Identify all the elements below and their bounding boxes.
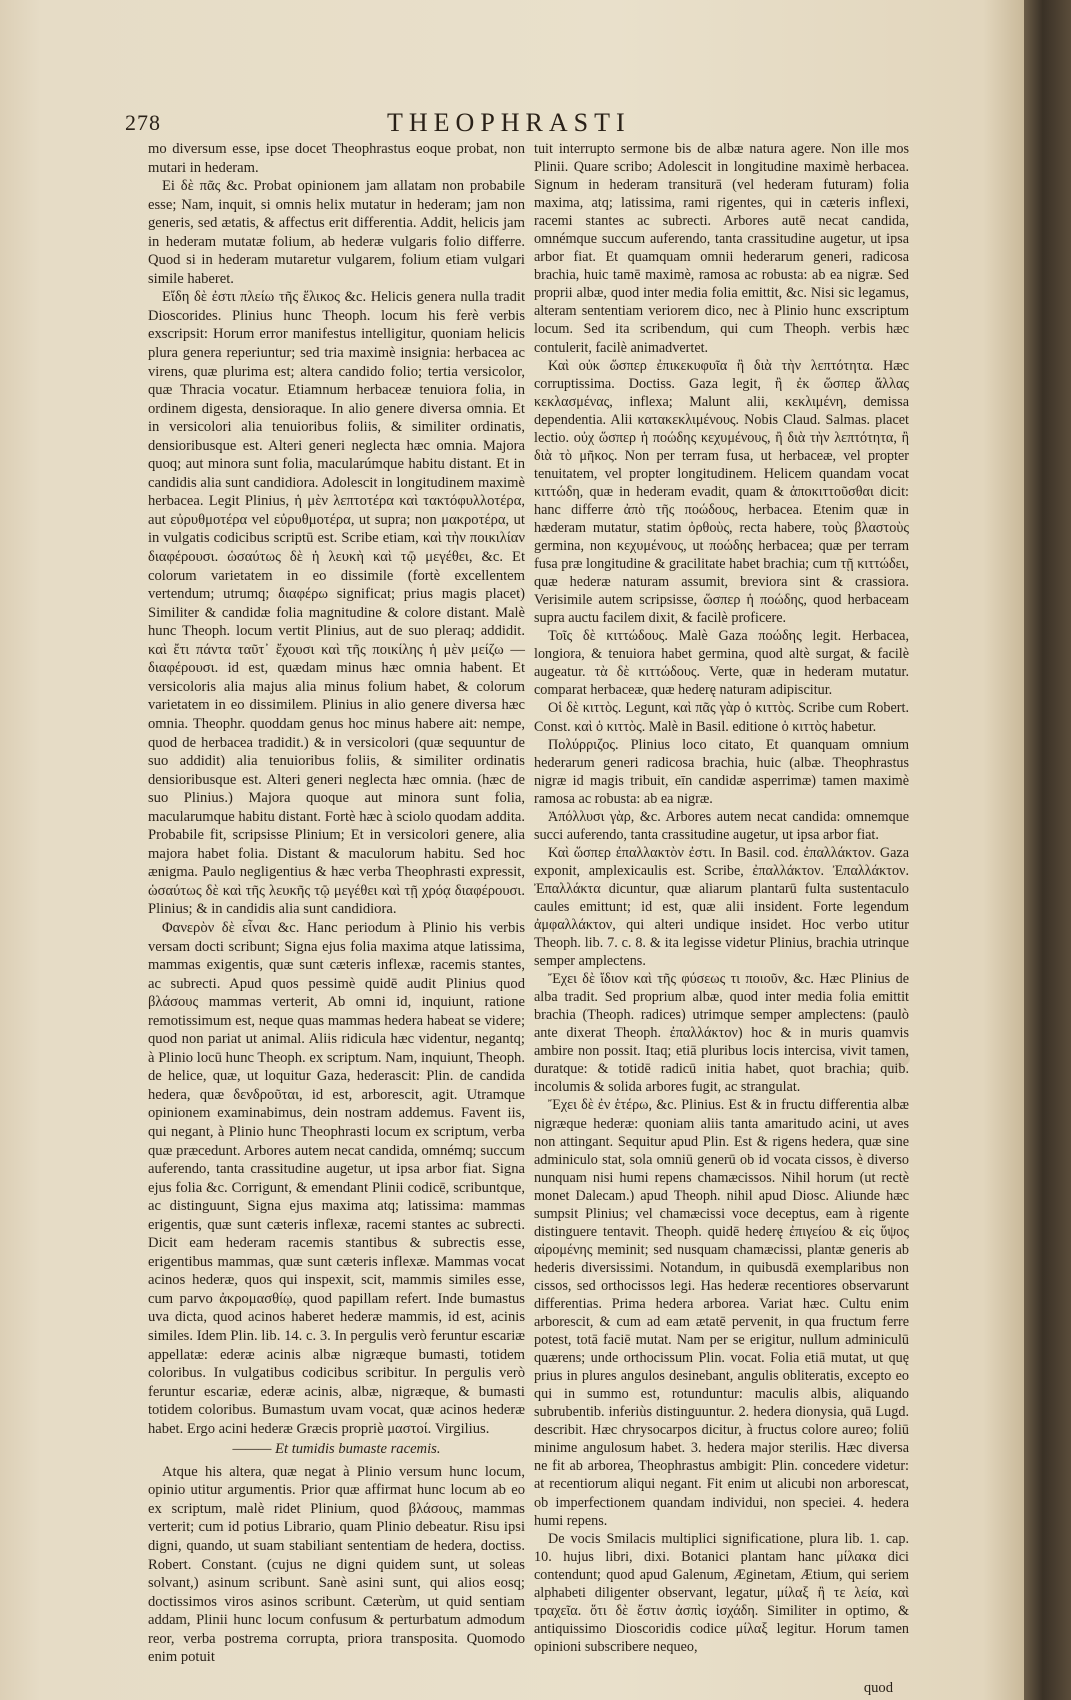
paragraph: mo diversum esse, ipse docet Theophrastus eoque probat, non mutari in hederam. [148,141,525,176]
catchword: quod [863,1680,893,1696]
paragraph: Ἔχει δὲ ἴδιον καὶ τῆς φύσεως τι ποιοῦν, &c. Hæc Plinius de alba tradit. Sed proprium albæ, quod inter media folia emittit brachia (Theoph. radices) utrimque semper amplectens: (paulò ante dixerat Theoph. ἐπαλλάκτον) hoc & in muris quamvis ambire non possit. Itaq; etiā pluribus locis intercisa, vivit tamen, duratque: & totidē radicū initia habet, quot brachia; quib. incolumis & solida arbores fugit, ac strangulat. [534,971,909,1096]
paragraph: Ἀπόλλυσι γὰρ, &c. Arbores autem necat candida: omnemque succi auferendo, tanta crassitudine augetur, ut ipsa arbor fiat. [534,808,909,843]
paragraph: Φανερὸν δὲ εἶναι &c. Hanc periodum à Plinio his verbis versam docti scribunt; Signa ejus folia maxima atque latissima, mammas exigentis, quæ sunt cæteris inflexæ, racemis stantes, ac subrecti. Apud quos pessimè quidē audit Plinius quod βλάσους mammas verterit, Ab omni id, inquiunt, ratione remotissimum est, neque quas mammas hedera habeat se videre; quod non pariat ut animal. Aliis ridicula hæc videntur, negantq; à Plinio locū hunc Theoph. ex scriptum. Nam, inquiunt, Theoph. de helice, quæ, ut loquitur Gaza, hederascit: Plin. de candida hedera, quæ δενδροῦται, id est, arborescit, agit. Utramque opinionem examinabimus, dein nostram addemus. Favent iis, qui negant, à Plinio hunc Theophrasti locum ex scriptum, verba quæ præcedunt. Arbores autem necat candida, omnémq; succum auferendo, tanta crassitudine augetur, ut ipsa arbor fiat. Signa ejus folia &c. Corrigunt, & emendant Plinii codicē, scribuntque, ac distinguunt, Signa ejus maxima atq; latissima: mammas erigentis, quæ sunt cæteris inflexæ, racemi stantes ac subrecti. Dicit eam hederam racemis stantibus & subrectis esse, erigentibus mammas, quæ sunt cæteris inflexæ. Mammas vocat acinos hederæ, quos qui inspexit, scit, mammis similes esse, cum parvo ἀκρομασθίῳ, quod papillam refert. Inde bumastus uva dicta, quod acinos haberet hederæ mammis, id est, acinis similes. Idem Plin. lib. 14. c. 3. In pergulis verò feruntur escariæ appellatæ: ederæ acinis albæ nigræque bumasti, totidem coloribus. In vulgatibus codicibus scribitur. In pergulis verò feruntur escariæ, ederæ acinis, albæ, nigræque, & bumasti totidem coloribus. Bumastum uvam vocat, quæ acinos hederæ habet. Ergo acini hederæ Græcis propriè μαστοί. Virgilius. [148,919,525,1437]
paragraph: tuit interrupto sermone bis de albæ natura agere. Non ille mos Plinii. Quare scribo; Adolescit in longitudine maximè herbacea. Signum in hederam transiturā (vel hederam futuram) folia maxima, atq; latissima, rami rigentes, qui in cæteris inflexi, racemi stantes ac subrecti. Arbores autē necat candida, omnémque succum auferendo, tanta crassitudine augetur, ut ipsa arbor fiat. Et quamquam omnii hederarum generi, radicosa brachia, huic tamē maximè, ramosa ac robusta: ab ea nigræ. Sed proprii albæ, quod inter media folia emittit, &c. Nisi sic legamus, alteram sententiam veriorem dico, nec à Plinio hunc exscriptum locum. Sed ita scribendum, qui cum Theoph. verbis hæc contulerit, facilè animadvertet. [534,141,909,356]
paragraph: Καὶ ὥσπερ ἐπαλλακτὸν ἐστι. In Basil. cod. ἐπαλλάκτον. Gaza exponit, amplexicaulis est. Scribe, ἐπαλλάκτον. Ἐπαλλάκτον. Ἐπαλλάκτα dicuntur, quæ aliarum plantarū fulta sustentaculo caules emittunt; id est, quæ alii insident. Forte legendum ἀμφαλλάκτον, qui alteri undique insidet. Hoc verbo utitur Theoph. lib. 7. c. 8. & ita legisse videtur Plinius, brachia utrinque semper amplectens. [534,844,909,970]
paragraph: Καὶ οὐκ ὥσπερ ἐπικεκυφυῖα ἢ διὰ τὴν λεπτότητα. Hæc corruptissima. Doctiss. Gaza legit, ἢ ἐκ ὥσπερ ἄλλας κεκλασμένας, inflexa; Malunt alii, κεκλιμένη, demissa dependentia. Alii κατακεκλιμένους. Nobis Claud. Salmas. placet lectio. οὐχ ὥσπερ ἡ ποώδης κεχυμένους, ἢ διὰ τὴν λεπτότητα, ἢ διὰ τὸ μῆκος. Non per terram fusa, ut herbaceæ, vel propter tenuitatem, vel propter longitudinem. Helicem quandam vocat κιττώδη, quæ in hederam evadit, quam & ἀποκιττοῦσθαι dicit: hanc differre ἀπὸ τῆς ποώδους, herbacea. Etenim quæ in hæderam mutatur, statim ὀρθοὺς, recta habere, τοὺς βλαστοὺς germina, non κεχυμένους, ut ποώδης herbacea; quæ per terram fusa præ longitudine & gracilitate habet brachia; cum τῇ κιττώδει, quæ hederæ naturam assumit, breviora sint & crassiora. Verisimile autem scripsisse, ὥσπερ ἡ ποώδης, quod herbaceam supra auctu facilem dixit, & facilè proficere. [534,357,909,627]
paragraph: Εἴδη δὲ ἐστι πλείω τῆς ἕλικος &c. Helicis genera nulla tradit Dioscorides. Plinius hunc Theoph. locum his ferè verbis exscripsit: Horum error manifestus intelligitur, quoniam helicis plura genera reperiuntur; sed tria maximè insignia: herbacea ac virens, quæ plurima est; altera candido folio; tertia versicolor, quæ Thracia vocatur. Etiamnum herbaceæ tenuiora folia, in ordinem digesta, densioraque. In alio genere diversa omnia. Et in versicolori alia tenuioribus foliis, & similiter ordinatis, densioribusque est. Alteri generi neglecta hæc omnia. Majora quoq; aut minora sunt folia, macularúmque habitu distant. Et in candidis alia sunt candidiora. Adolescit in longitudinem maximè herbacea. Legit Plinius, ἡ μὲν λεπτοτέρα καὶ τακτόφυλλοτέρα, aut εὐρυθμοτέρα vel εὐρυθμοτέρα, ut supra; non μακροτέρα, ut in vulgatis codicibus scriptū est. Scribe etiam, καὶ τὴν ποικιλίαν διαφέρουσι. ὡσαύτως δὲ ἡ λευκὴ καὶ τῷ μεγέθει, &c. Et colorum varietatem in eo dissimile (fortè excellentem vertendum; utrumq; διαφέρω significat; prius magis placet) Similiter & candidæ folia magnitudine & colore distant. Malè hunc Theoph. locum vertit Plinius, aut de suo pleraq; addidit. καὶ ἔτι πάντα ταῦτ᾽ ἔχουσι καὶ τῆς ποικίλης ἡ μὲν μείζω — διαφέρουσι. id est, quædam minus hæc omnia habent. Et versicoloris alia majus alia minus folium habet, & colorum varietatem in eo dissimilem. Plinius in alio genere diversa hæc omnia. Theophr. quoddam genus hoc minus habere ait: nempe, quod de herbacea tradidit.) & in versicolori (quæ sequuntur de suo addidit) alia tenuioribus foliis, & similiter ordinatis densioribusque est. Alteri generi neglecta hæc omnia. (hæc de suo Plinius.) Majora quoque aut minora sunt folia, macularumque habitu distant. Fortè hæc à sciolo quodam addita. Probabile fit, scripsisse Plinium; Et in versicolori genere, alia majora habet folia. Distant & maculorum habitu. Sed hoc ænigma. Paulo negligentius & hæc verba Theophrasti expressit, ὡσαύτως δὲ καὶ τῆς λευκῆς τῷ μεγέθει καὶ τῇ χρόᾳ διαφέρουσι. Plinius; & in candidis alia sunt candidiora. [148,289,525,918]
paragraph: Ei δὲ πᾶς &c. Probat opinionem jam allatam non probabile esse; Nam, inquit, si omnis helix mutatur in hederam; jam non generis, sed ætatis, & affectus erit differentia. Addit, helicis jam in hederam mutatæ folium, ab hederæ vulgaris folio differre. Quod si in hederam mutaretur vulgarem, folium etiam vulgari simile haberet. [148,178,525,287]
book-spine-edge [1024,0,1071,1700]
paragraph: Τοῖς δὲ κιττώδους. Malè Gaza ποώδης legit. Herbacea, longiora, & tenuiora habet germina, quod altè surgat, & facilè augeatur. τὰ δὲ κιττώδους. Verte, quæ in hederam mutatur. comparat herbaceæ, quæ hederę naturam adipiscitur. [534,628,909,699]
page-number: 278 [125,110,161,135]
right-column [534,140,909,1656]
paragraph: Πολύρριζος. Plinius loco citato, Et quanquam omnium hederarum generi radicosa brachia, huic (albæ. Theophrastus nigræ id magis tribuit, eīn candidæ asperrimæ) tamen maximè ramosa ac robusta: ab ea nigræ. [534,736,909,807]
running-title: THEOPHRASTI [387,108,631,137]
paragraph: Ἔχει δὲ ἐν ἑτέρω, &c. Plinius. Est & in fructu differentia albæ nigræque hederæ: quoniam aliis tanta amaritudo acini, ut aves non attingant. Sequitur apud Plin. Est & rigens hedera, quæ sine adminiculo stat, sola omniū generū ob id vocata cissos, è diverso nunquam nisi humi repens chamæcissos. Nihil horum (ut rectè monet Dalecam.) apud Theoph. nihil apud Diosc. Aliunde hæc sumpsit Plinius; vel chamæcissi voce deceptus, eam à rigente distinguere tentavit. Theoph. quidē hederę ἐπιγείου & εἰς ὕψος αἰρομένης meminit; sed nusquam chamæcissi, plantæ generis ab hederis diversissimi. Notandum, in quibusdā exemplaribus non cissos, sed orthocissos legi. Has hederæ recentiores observarunt differentias. Prima hedera arborea. Variat hæc. Cultu enim arborescit, & cum ad eam ætatē pervenit, in qua fructum ferre potest, totā faciē mutat. Nam per se erigitur, nullum adminiculū quærens; unde orthocissum Plin. vocat. Folia etiā mutat, ut quę prius in plures angulos desinebant, angulis obliteratis, excepto eo qui in summo est, rotunduntur: maculis albis, aliquando subrubentib. inferiùs distinguuntur. 2. hedera dionysia, quā Lugd. describit. Hæc chrysocarpos dicitur, à fructus colore aureo; foliū minime angulosum habet. 3. hedera major sterilis. Hæc diversa ne fit ab arborea, Theophrastus ambigit: Plin. concedere videtur: at recentiorum aliqui negant. Fit enim ut alicubi non arborescat, ob imperfectionem quandam individui, non speciei. 4. hedera humi repens. [534,1097,909,1529]
verse-quotation: ——— Et tumidis bumaste racemis. [232,1441,441,1458]
paragraph: Οἱ δὲ κιττὸς. Legunt, καὶ πᾶς γὰρ ὁ κιττὸς. Scribe cum Robert. Const. καὶ ὁ κιττὸς. Malè in Basil. editione ὁ κιττὸς habetur. [534,700,909,735]
page-header [125,108,1005,140]
paragraph: De vocis Smilacis multiplici significatione, plura lib. 1. cap. 10. hujus libri, dixi. Botanici plantam hanc μίλακα dici contendunt; quod apud Galenum, Æginetam, Ætium, qui seriem alphabeti diligenter observant, legatur, μίλαξ ἢ τε λεία, καὶ τραχεῖα. ὅτι δὲ ἔστιν ἀσπὶς ἰσχάδη. Similiter in optimo, & antiquissimo Dioscoridis codice μίλαξ legitur. Horum tamen opinioni subscribere nequeo, [534,1530,909,1655]
paragraph: Atque his altera, quæ negat à Plinio versum hunc locum, opinio utitur argumentis. Prior quæ affirmat hunc locum ab eo ex scriptum, malè ridet Plinium, quod βλάσους, mammas verterit; cum id potius Librario, quam Plinio debeatur. Risu ipsi digni, quando, ut suam stabiliant sententiam de hedera, doctiss. Robert. Constant. (cujus ne digni quidem sunt, ut soleas solvant,) asinum scribunt. Sanè asini sunt, qui alios eosq; doctissimos viros asinos scribunt. Cæterùm, ut quid sentiam addam, Plinii hunc locum confusum & perturbatum admodum reor, verba postrema corrupta, priora transposita. Quomodo enim potuit [148,1463,525,1666]
left-column [148,140,525,1667]
